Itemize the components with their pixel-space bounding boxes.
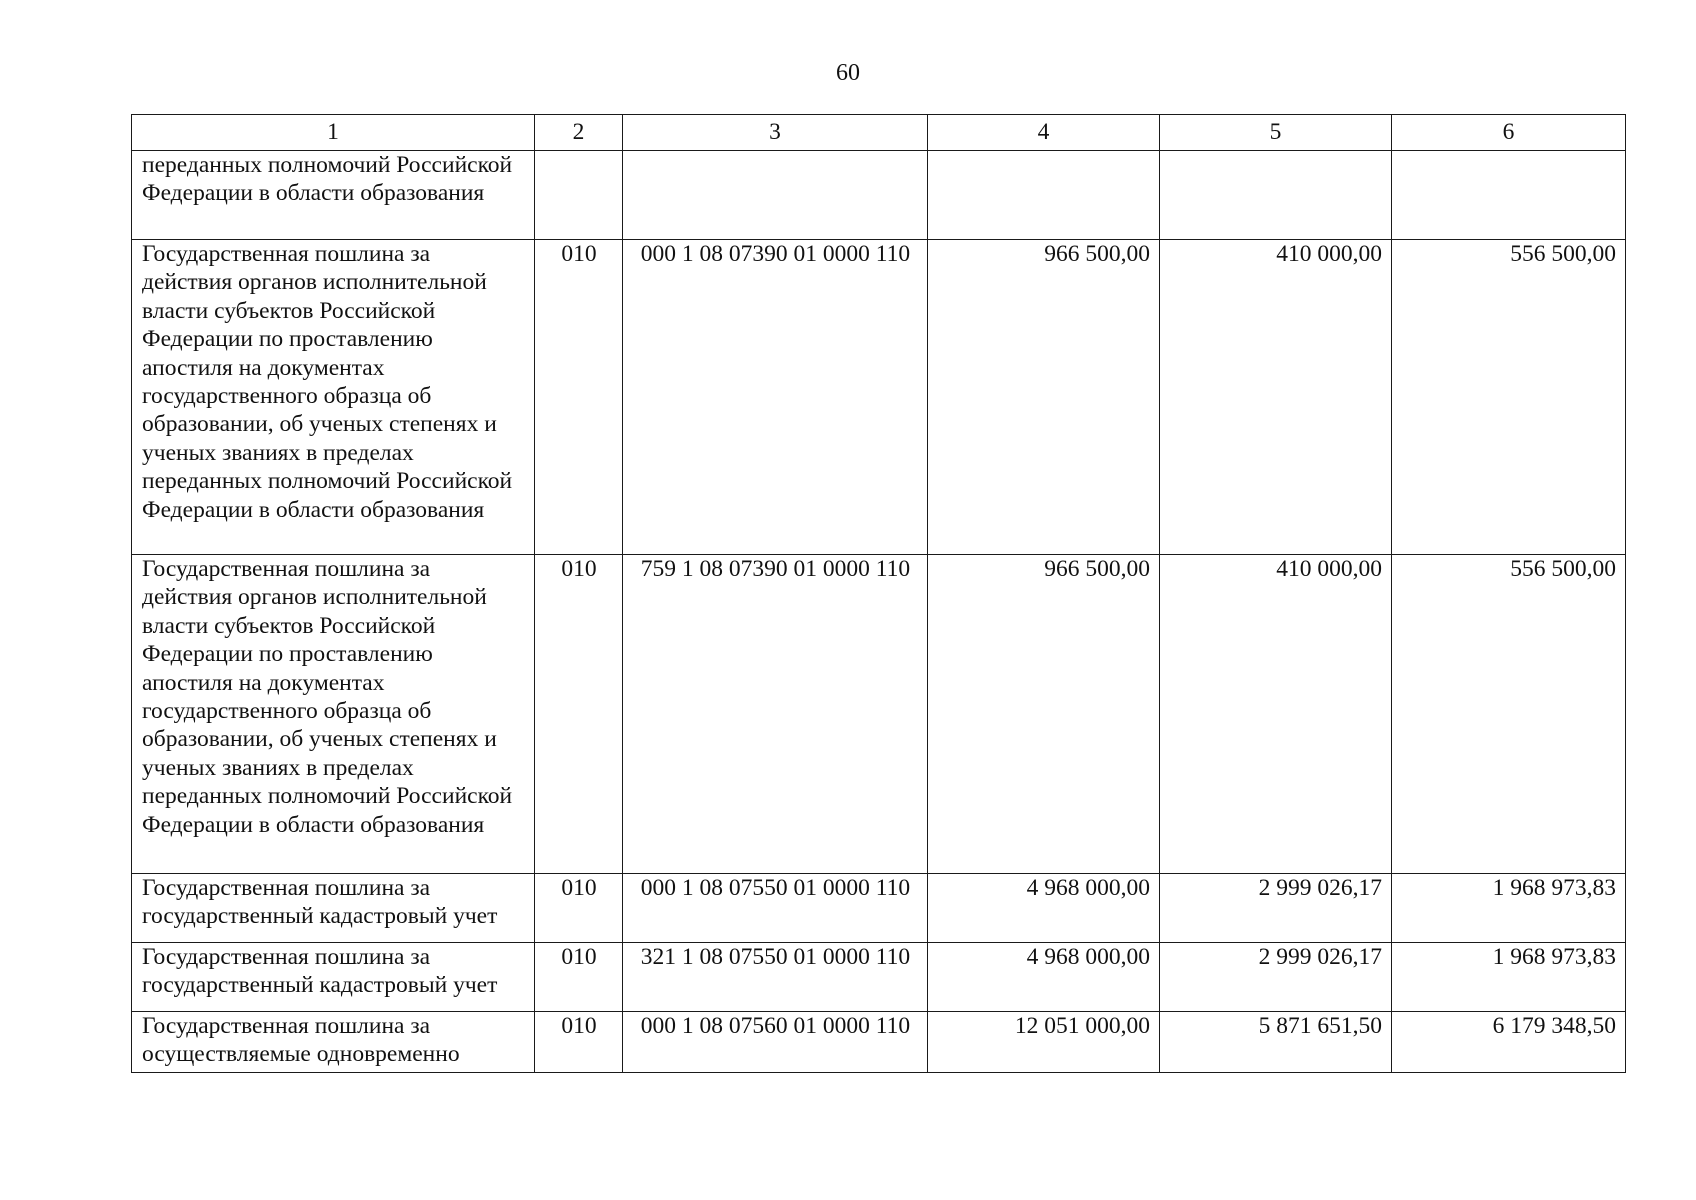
row-line-code-cell: 010 — [535, 943, 623, 1012]
header-row — [132, 115, 1626, 151]
row-col6-cell: 556 500,00 — [1392, 555, 1626, 874]
row-name-cell: Государственная пошлина за осуществляемые одновременно — [132, 1012, 535, 1073]
row-col6-cell — [1392, 151, 1626, 240]
row-col5-cell: 2 999 026,17 — [1160, 943, 1392, 1012]
row-line-code-cell: 010 — [535, 555, 623, 874]
column-header-6: 6 — [1392, 115, 1626, 151]
column-header-2: 2 — [535, 115, 623, 151]
row-col4-cell: 966 500,00 — [928, 240, 1160, 555]
row-col4-cell: 966 500,00 — [928, 555, 1160, 874]
row-budget-code-cell: 000 1 08 07560 01 0000 110 — [623, 1012, 928, 1073]
column-header-1: 1 — [132, 115, 535, 151]
row-budget-code-cell: 000 1 08 07550 01 0000 110 — [623, 874, 928, 943]
row-name-cell: Государственная пошлина за государственный кадастровый учет — [132, 943, 535, 1012]
column-header-4: 4 — [928, 115, 1160, 151]
table-row — [132, 151, 1626, 240]
row-col6-cell: 1 968 973,83 — [1392, 943, 1626, 1012]
page-number: 60 — [836, 60, 860, 86]
table-row — [132, 943, 1626, 1012]
row-col5-cell: 5 871 651,50 — [1160, 1012, 1392, 1073]
row-col5-cell: 410 000,00 — [1160, 555, 1392, 874]
table-row — [132, 240, 1626, 555]
row-budget-code-cell: 000 1 08 07390 01 0000 110 — [623, 240, 928, 555]
row-col5-cell: 2 999 026,17 — [1160, 874, 1392, 943]
row-col6-cell: 556 500,00 — [1392, 240, 1626, 555]
row-name-cell: Государственная пошлина за действия органов исполнительной власти субъектов Российской Федерации по проставлению апостиля на документах государственного образца об образовании, об ученых степенях и ученых званиях в пределах переданных полномочий Российской Федерации в области образования — [132, 240, 535, 555]
row-budget-code-cell — [623, 151, 928, 240]
row-col5-cell: 410 000,00 — [1160, 240, 1392, 555]
row-line-code-cell — [535, 151, 623, 240]
row-name-cell: Государственная пошлина за государственный кадастровый учет — [132, 874, 535, 943]
row-name-cell: переданных полномочий Российской Федерации в области образования — [132, 151, 535, 240]
row-col5-cell — [1160, 151, 1392, 240]
row-line-code-cell: 010 — [535, 874, 623, 943]
row-line-code-cell: 010 — [535, 240, 623, 555]
row-col6-cell: 6 179 348,50 — [1392, 1012, 1626, 1073]
budget-table — [131, 114, 1626, 1073]
row-col4-cell: 4 968 000,00 — [928, 943, 1160, 1012]
table-row — [132, 555, 1626, 874]
row-col4-cell: 4 968 000,00 — [928, 874, 1160, 943]
row-budget-code-cell: 759 1 08 07390 01 0000 110 — [623, 555, 928, 874]
row-name-cell: Государственная пошлина за действия органов исполнительной власти субъектов Российской Федерации по проставлению апостиля на документах государственного образца об образовании, об ученых степенях и ученых званиях в пределах переданных полномочий Российской Федерации в области образования — [132, 555, 535, 874]
row-col4-cell: 12 051 000,00 — [928, 1012, 1160, 1073]
table-row — [132, 1012, 1626, 1073]
row-col6-cell: 1 968 973,83 — [1392, 874, 1626, 943]
column-header-5: 5 — [1160, 115, 1392, 151]
row-col4-cell — [928, 151, 1160, 240]
table-row — [132, 874, 1626, 943]
column-header-3: 3 — [623, 115, 928, 151]
row-line-code-cell: 010 — [535, 1012, 623, 1073]
row-budget-code-cell: 321 1 08 07550 01 0000 110 — [623, 943, 928, 1012]
